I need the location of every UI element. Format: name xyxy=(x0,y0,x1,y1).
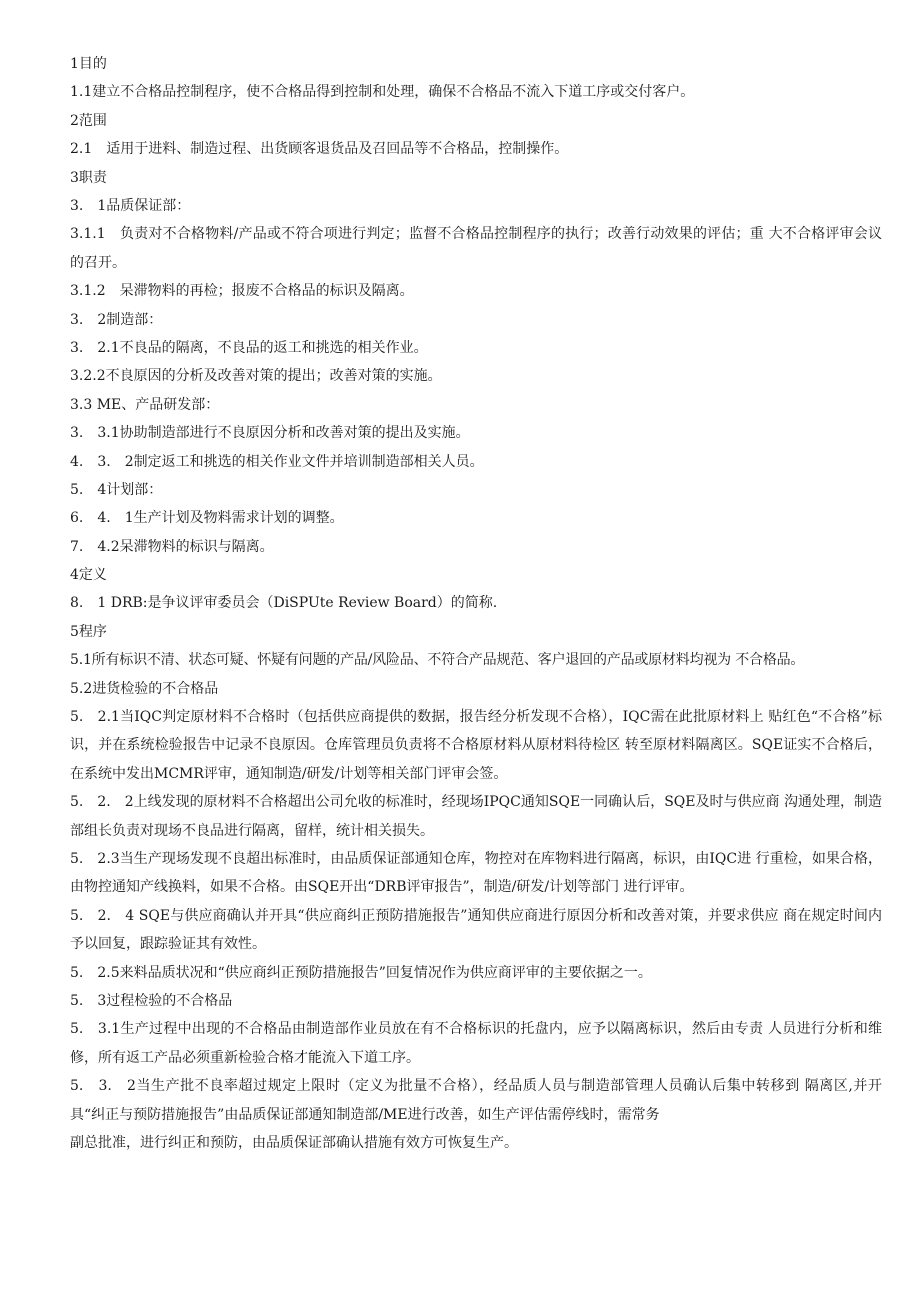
subheading-3-2: 3. 2制造部： xyxy=(70,311,163,328)
paragraph-4-1: 8. 1 DRB:是争议评审委员会（DiSPUte Review Board）的简称. xyxy=(70,595,498,612)
subheading-3-1: 3. 1品质保证部： xyxy=(70,197,191,214)
paragraph-5-1: 5.1所有标识不清、状态可疑、怀疑有问题的产品/风险品、不符合产品规范、客户退回的产品或原材料均视为 不合格品。 xyxy=(70,652,805,669)
paragraph-5-2-5: 5. 2.5来料品质状况和“供应商纠正预防措施报告”回复情况作为供应商评审的主要依据之一。 xyxy=(70,964,652,981)
paragraph-3-2-1: 3. 2.1不良品的隔离，不良品的返工和挑选的相关作业。 xyxy=(70,339,428,356)
paragraph-2-1: 2.1 适用于进料、制造过程、出货顾客退货品及召回品等不合格品，控制操作。 xyxy=(70,141,569,158)
paragraph-5-3-1: 5. 3.1生产过程中出现的不合格品由制造部作业员放在有不合格标识的托盘内，应予以隔离标识，然后由专责 人员进行分析和维修，所有返工产品必须重新检验合格才能流入下道工序。 xyxy=(70,1021,882,1066)
subheading-3-4: 5. 4计划部： xyxy=(70,481,163,498)
section-heading-scope: 2范围 xyxy=(70,112,107,129)
paragraph-3-2-2: 3.2.2不良原因的分析及改善对策的提出；改善对策的实施。 xyxy=(70,368,442,385)
subheading-5-2: 5.2进货检验的不合格品 xyxy=(70,680,219,697)
section-heading-procedure: 5程序 xyxy=(70,623,107,640)
subheading-3-3: 3.3 ME、产品研发部： xyxy=(70,396,220,413)
paragraph-5-2-3: 5. 2.3当生产现场发现不良超出标准时，由品质保证部通知仓库，物控对在库物料进行隔离，标识，由IQC进 行重检，如果合格，由物控通知产线换料，如果不合格。由SQE开出“DRB评审报告”，制造/研发/计划等部门 进行评审。 xyxy=(70,851,882,896)
document-body xyxy=(70,50,882,1157)
paragraph-3-1-2: 3.1.2 呆滞物料的再检；报废不合格品的标识及隔离。 xyxy=(70,283,414,300)
paragraph-5-3-2: 5. 3. 2当生产批不良率超过规定上限时（定义为批量不合格），经品质人员与制造部管理人员确认后集中转移到 隔离区,并开具“纠正与预防措施报告”由品质保证部通知制造部/ME进行改善，如生产评估需停线时，需常务 xyxy=(70,1078,882,1123)
paragraph-1-1: 1.1建立不合格品控制程序，使不合格品得到控制和处理，确保不合格品不流入下道工序或交付客户。 xyxy=(70,84,695,101)
subheading-5-3: 5. 3过程检验的不合格品 xyxy=(70,993,233,1010)
paragraph-3-4-2: 7. 4.2呆滞物料的标识与隔离。 xyxy=(70,538,274,555)
paragraph-3-3-2: 4. 3. 2制定返工和挑选的相关作业文件并培训制造部相关人员。 xyxy=(70,453,484,470)
paragraph-5-2-2: 5. 2. 2上线发现的原材料不合格超出公司允收的标准时，经现场IPQC通知SQE一同确认后，SQE及时与供应商 沟通处理，制造部组长负责对现场不良品进行隔离，留样，统计相关损失。 xyxy=(70,794,882,839)
paragraph-5-3-2-continued: 副总批准，进行纠正和预防，由品质保证部确认措施有效方可恢复生产。 xyxy=(70,1135,518,1152)
paragraph-5-2-1: 5. 2.1当IQC判定原材料不合格时（包括供应商提供的数据，报告经分析发现不合格），IQC需在此批原材料上 贴红色“不合格”标识，并在系统检验报告中记录不良原因。仓库管理员负责将不合格原材料从原材料待检区 转至原材料隔离区。SQE证实不合格后，在系统中发出MCMR评审，通知制造/研发/计划等相关部门评审会签。 xyxy=(70,709,882,782)
section-heading-definition: 4定义 xyxy=(70,567,107,584)
paragraph-3-4-1: 6. 4. 1生产计划及物料需求计划的调整。 xyxy=(70,510,344,527)
paragraph-3-3-1: 3. 3.1协助制造部进行不良原因分析和改善对策的提出及实施。 xyxy=(70,425,470,442)
section-heading-responsibilities: 3职责 xyxy=(70,169,107,186)
paragraph-5-2-4: 5. 2. 4 SQE与供应商确认并开具“供应商纠正预防措施报告”通知供应商进行原因分析和改善对策，并要求供应 商在规定时间内予以回复，跟踪验证其有效性。 xyxy=(70,907,882,953)
paragraph-3-1-1: 3.1.1 负责对不合格物料/产品或不符合项进行判定；监督不合格品控制程序的执行；改善行动效果的评估；重 大不合格评审会议的召开。 xyxy=(70,226,882,271)
section-heading-purpose: 1目的 xyxy=(70,56,107,72)
